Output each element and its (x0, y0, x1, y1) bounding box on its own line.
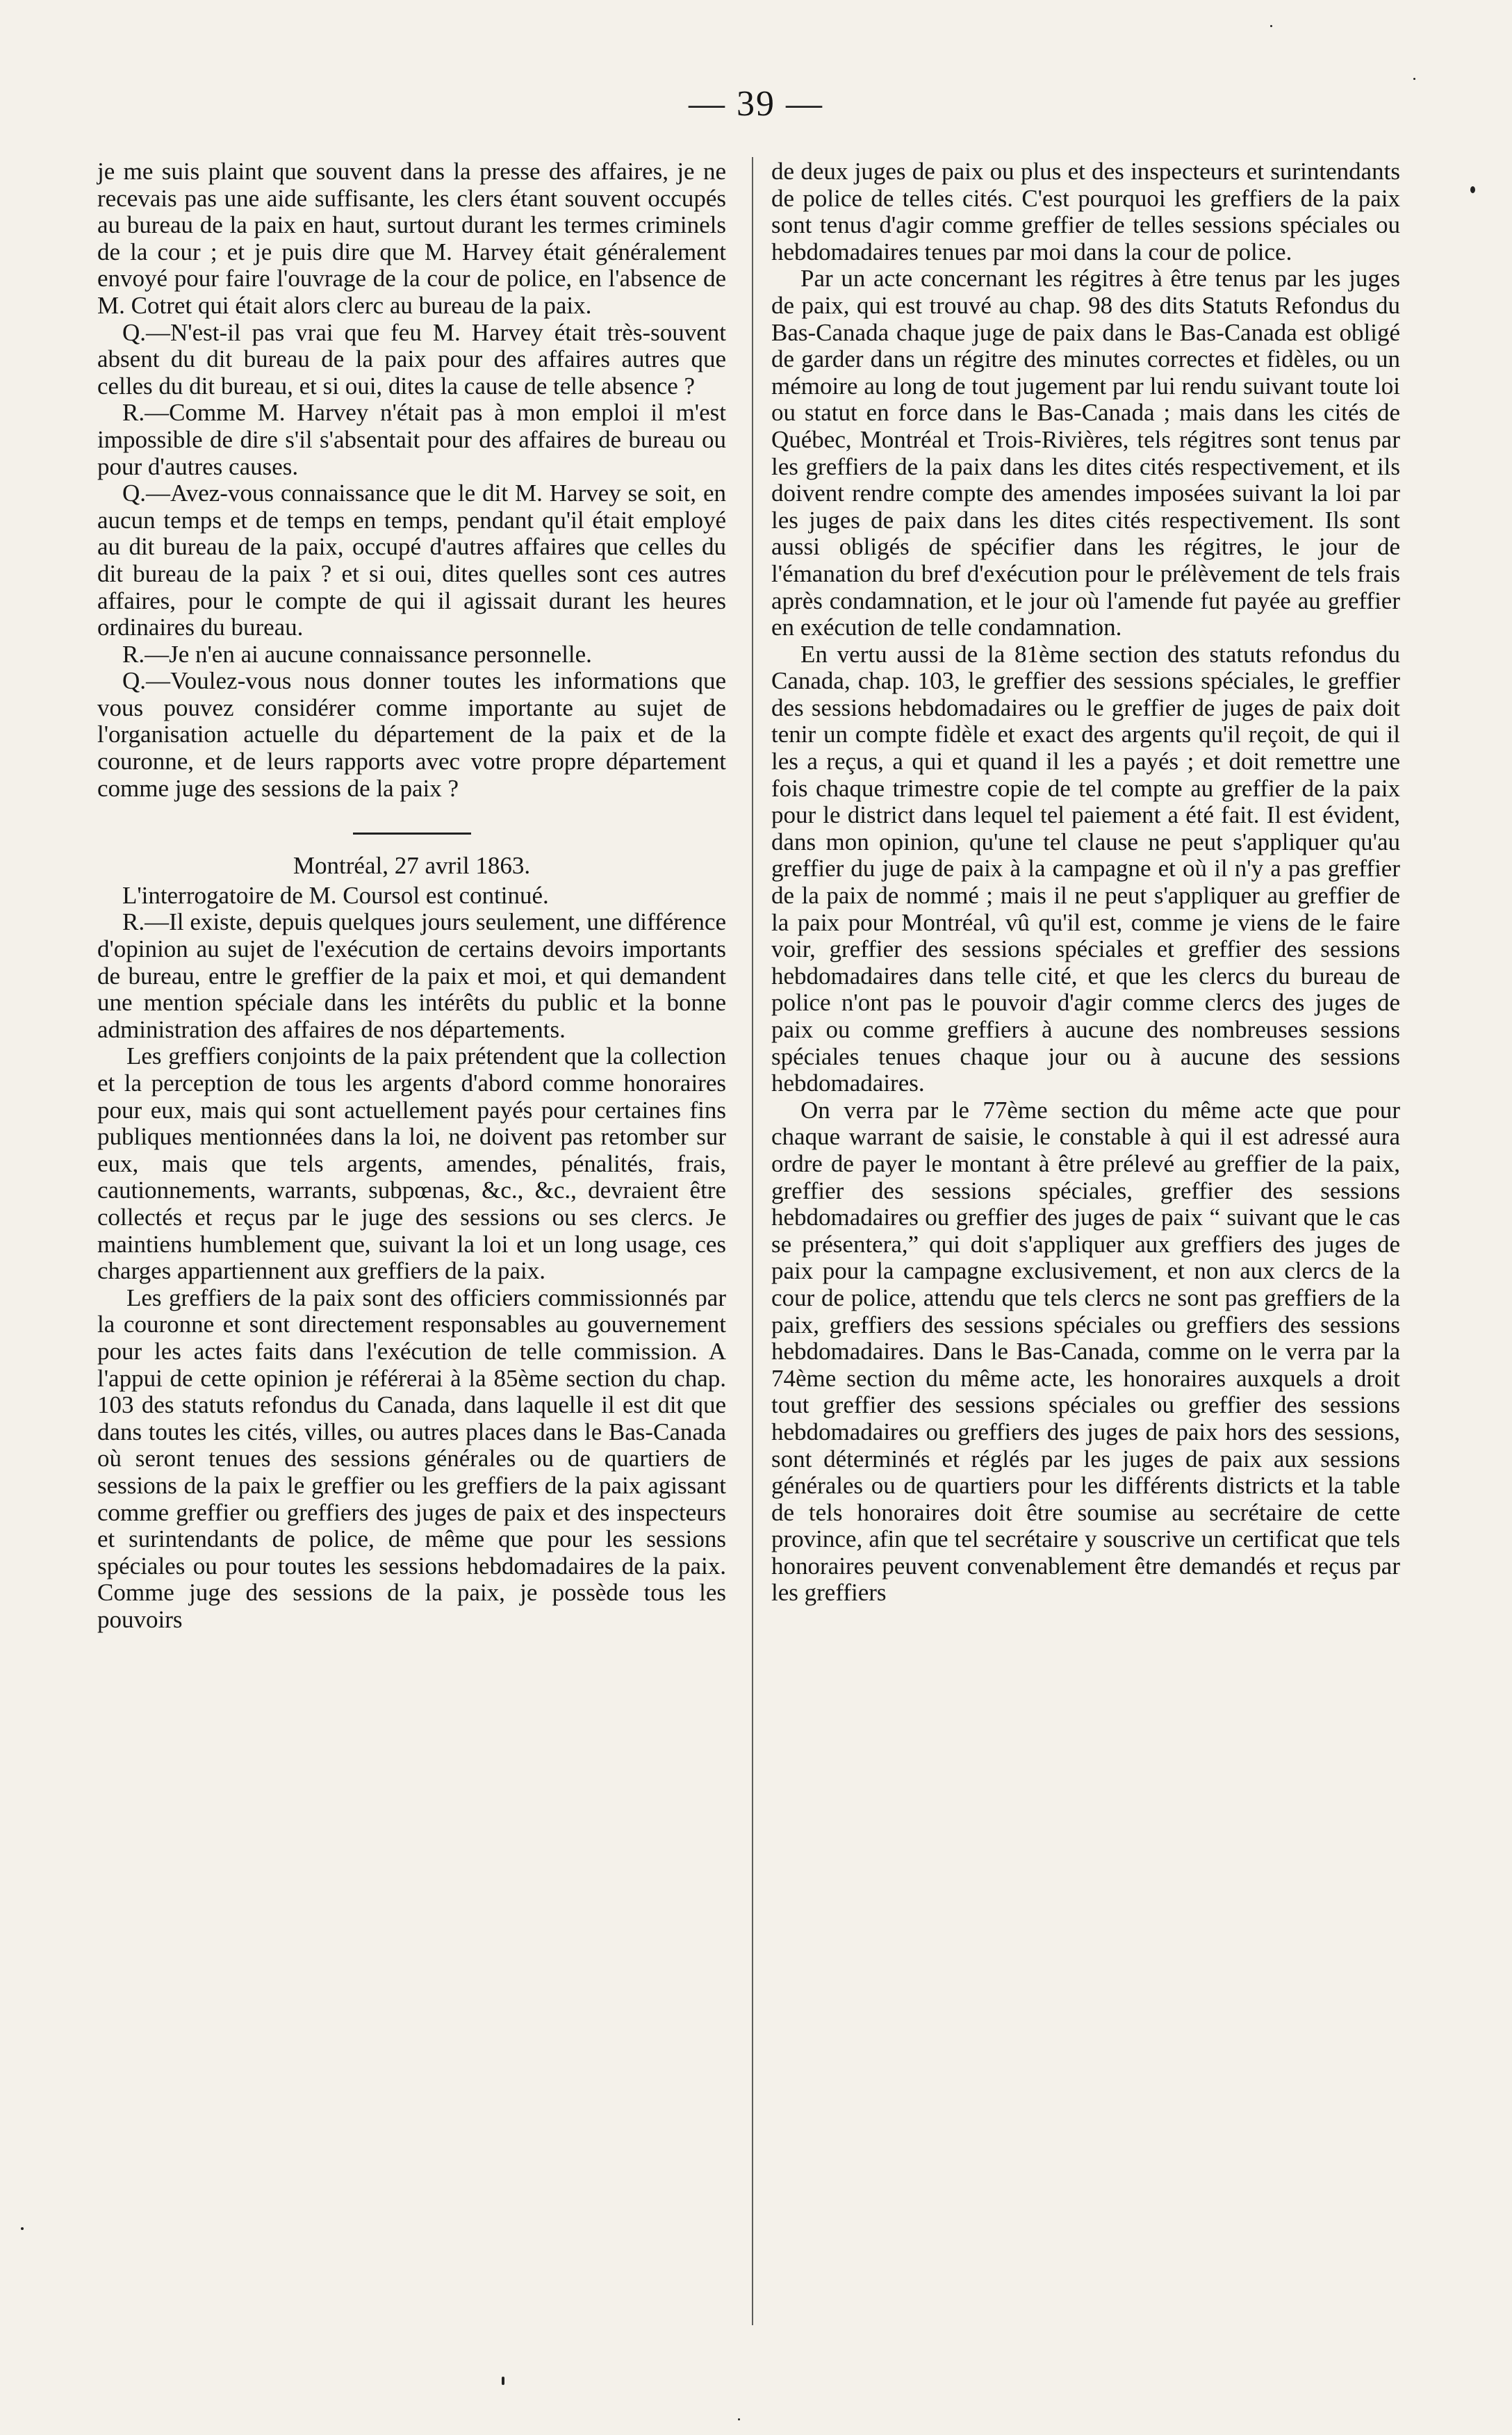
paragraph: je me suis plaint que souvent dans la presse des affaires, je ne recevais pas une aide suffisante, les clers étant souvent occupés au bureau de la paix en haut, surtout durant les termes criminels de la cour ; et je puis dire que M. Harvey était généralement envoyé pour faire l'ouvrage de la cour de police, en l'absence de M. Cotret qui était alors clerc au bureau de la paix. (97, 158, 726, 319)
paragraph: En vertu aussi de la 81ème section des statuts refondus du Canada, chap. 103, le greffier des sessions spéciales, le greffier des sessions hebdomadaires ou le greffier de juges de paix doit tenir un compte fidèle et exact des argents qu'il reçoit, de qui il les a reçus, a qui et quand il les a payés ; et doit remettre une fois chaque trimestre copie de tel compte au greffier de la paix pour le district dans lequel tel paiement a été fait. Il est évident, dans mon opinion, qu'une tel clause ne peut s'appliquer qu'au greffier du juge de paix à la campagne et où il n'y a pas greffier de la paix de nommé ; mais il ne peut s'appliquer au greffier de la paix pour Montréal, vû qu'il est, comme je viens de le faire voir, greffier des sessions spéciales et greffier des sessions hebdomadaires dans telle cité, et que les clercs du bureau de police n'ont pas le pouvoir d'agir comme clercs des juges de paix ou comme greffiers à aucune des nombreuses sessions spéciales tenues chaque jour ou à aucune des sessions hebdomadaires. (771, 640, 1400, 1097)
scan-speck (1413, 78, 1415, 80)
scan-speck (1470, 186, 1475, 193)
scan-speck (1270, 25, 1272, 27)
question: Q.—Avez-vous connaissance que le dit M. Harvey se soit, en aucun temps et de temps en temps, pendant qu'il était employé au dit bureau de la paix, occupé d'autres affaires que celles du dit bureau de la paix ? et si oui, dites quelles sont ces autres affaires, pour le compte de qui il agissait durant les heures ordinaires du bureau. (97, 479, 726, 641)
dateline: Montréal, 27 avril 1863. (293, 852, 531, 880)
paragraph: Les greffiers conjoints de la paix prétendent que la collection et la perception de tous les argents d'abord comme honoraires pour eux, mais qui sont actuellement payés pour certaines fins publiques mentionnées dans la loi, ne doivent pas retomber sur eux, mais que tels argents, amendes, pénalités, frais, cautionnements, warrants, subpœnas, &c., &c., devraient être collectés et reçus par le juge des sessions ou ses clercs. Je maintiens humblement que, suivant la loi et un long usage, ces charges appartiennent aux greffiers de la paix. (97, 1042, 726, 1285)
paragraph: Par un acte concernant les régitres à être tenus par les juges de paix, qui est trouvé au chap. 98 des dits Statuts Refondus du Bas-Canada chaque juge de paix dans le Bas-Canada est obligé de garder dans un régitre des minutes correctes et fidèles, ou un mémoire au long de tout jugement par lui rendu suivant toute loi ou statut en force dans le Bas-Canada ; mais dans les cités de Québec, Montréal et Trois-Rivières, tels régitres sont tenus par les greffiers de la paix dans les dites cités respectivement, et ils doivent rendre compte des amendes imposées suivant la loi par les juges de paix dans les dites cités respectivement. Ils sont aussi obligés de spécifier dans les régitres, le jour de l'émanation du bref d'exécution pour le prélèvement de tels frais après condamnation, et le jour où l'amende fut payée au greffier en exécution de telle condamnation. (771, 265, 1400, 641)
page-number: — 39 — (689, 84, 823, 124)
answer: R.—Comme M. Harvey n'était pas à mon emploi il m'est impossible de dire s'il s'absentait pour des affaires de bureau ou pour d'autres causes. (97, 399, 726, 480)
scan-speck (502, 2377, 504, 2385)
scan-speck (738, 2418, 740, 2420)
scan-speck (21, 2227, 24, 2230)
answer: R.—Il existe, depuis quelques jours seulement, une différence d'opinion au sujet de l'exécution de certains devoirs importants de bureau, entre le greffier de la paix et moi, et qui demandent une mention spéciale dans les intérêts du public et la bonne administration des affaires de nos départements. (97, 908, 726, 1043)
section-separator (353, 833, 471, 835)
paragraph: de deux juges de paix ou plus et des inspecteurs et surintendants de police de telles cités. C'est pourquoi les greffiers de la paix sont tenus d'agir comme greffier de telles sessions spéciales ou hebdomadaires tenues par moi dans la cour de police. (771, 158, 1400, 265)
paragraph: L'interrogatoire de M. Coursol est continué. (122, 881, 549, 909)
column-divider (752, 157, 753, 2325)
paragraph: Les greffiers de la paix sont des officiers commissionnés par la couronne et sont directement responsables au gouvernement pour les actes faits dans l'exécution de telle commission. A l'appui de cette opinion je référerai à la 85ème section du chap. 103 des statuts refondus du Canada, dans laquelle il est dit que dans toutes les cités, villes, ou autres places dans le Bas-Canada où seront tenues des sessions générales ou de quartiers de sessions de la paix le greffier ou les greffiers de la paix agissant comme greffier ou greffiers des juges de paix et des inspecteurs et surintendants de police, de même que pour les sessions spéciales ou pour toutes les sessions hebdomadaires de la paix. Comme juge des sessions de la paix, je possède tous les pouvoirs (97, 1284, 726, 1633)
answer: R.—Je n'en ai aucune connaissance personnelle. (122, 640, 592, 668)
question: Q.—Voulez-vous nous donner toutes les informations que vous pouvez considérer comme importante au sujet de l'organisation actuelle du département de la paix et de la couronne, et de leurs rapports avec votre propre département comme juge des sessions de la paix ? (97, 667, 726, 802)
right-column (771, 158, 1400, 1607)
paragraph: On verra par le 77ème section du même acte que pour chaque warrant de saisie, le constable à qui il est adressé aura ordre de payer le montant à être prélevé au greffier de la paix, greffier des sessions spéciales, greffier des sessions hebdomadaires ou greffier des juges de paix “ suivant que le cas se présentera,” qui doit s'appliquer aux greffiers des juges de paix pour la campagne exclusivement, et non aux clercs de la cour de police, attendu que tels clercs ne sont pas greffiers de la paix, greffiers des sessions spéciales ou greffiers des sessions hebdomadaires. Dans le Bas-Canada, comme on le verra par la 74ème section du même acte, les honoraires auxquels a droit tout greffier des sessions spéciales ou greffier des sessions hebdomadaires ou greffiers des juges de paix hors des sessions, sont déterminés et réglés par les juges de paix aux sessions générales ou de quartiers pour les différents districts et la table de tels honoraires doit être soumise au secrétaire de cette province, afin que tel secrétaire y souscrive un certificat que tels honoraires peuvent convenablement être demandés et reçus par les greffiers (771, 1096, 1400, 1607)
question: Q.—N'est-il pas vrai que feu M. Harvey était très-souvent absent du dit bureau de la paix pour des affaires autres que celles du dit bureau, et si oui, dites la cause de telle absence ? (97, 318, 726, 400)
left-column (97, 158, 726, 1633)
